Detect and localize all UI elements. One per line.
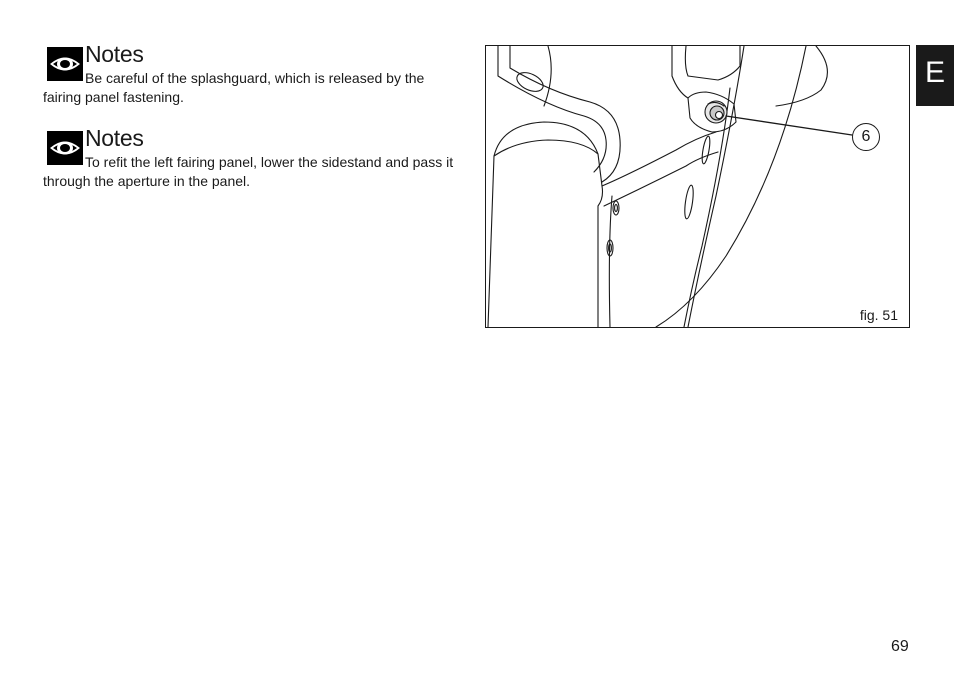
note-1 xyxy=(43,41,465,117)
note-1-text: Be careful of the splashguard, which is released by the fairing panel fastening. xyxy=(43,70,425,105)
note-2-text: To refit the left fairing panel, lower the sidestand and pass it through the aperture in the panel. xyxy=(43,154,454,189)
note-1-title: Notes xyxy=(85,41,144,67)
figure-caption: fig. 51 xyxy=(859,307,898,323)
fairing-illustration xyxy=(486,46,909,327)
page-number: 69 xyxy=(891,638,909,655)
note-2 xyxy=(43,125,465,201)
language-tab: E xyxy=(916,45,954,106)
callout-6: 6 xyxy=(852,123,880,151)
figure-51 xyxy=(485,45,910,328)
note-2-title: Notes xyxy=(85,125,144,151)
